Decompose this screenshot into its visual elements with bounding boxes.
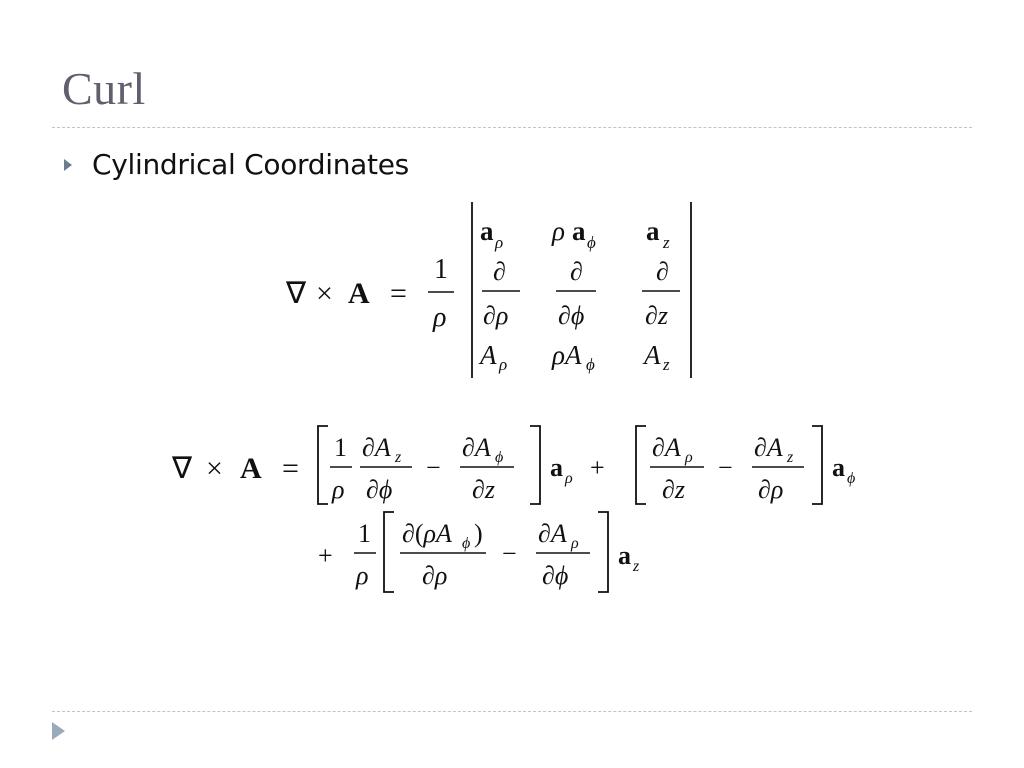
svg-text:ρ: ρ [332, 475, 345, 504]
svg-text:a: a [618, 541, 631, 570]
svg-text:ϕ: ϕ [462, 535, 471, 552]
triangle-right-icon [64, 159, 72, 171]
title-divider [52, 127, 972, 128]
svg-text:ρ: ρ [571, 535, 579, 552]
svg-text:ρA: ρA [552, 340, 582, 370]
svg-text:∇: ∇ [286, 277, 307, 310]
svg-text:): ) [474, 519, 483, 548]
slide-title: Curl [62, 63, 146, 114]
svg-text:a: a [646, 216, 660, 246]
next-slide-icon[interactable] [52, 722, 65, 740]
footer-divider [52, 711, 972, 712]
svg-text:a: a [480, 216, 494, 246]
svg-text:a: a [550, 453, 563, 482]
bullet-item [64, 148, 409, 181]
svg-text:∂A: ∂A [754, 433, 783, 462]
svg-text:+: + [318, 541, 333, 570]
svg-text:=: = [282, 452, 299, 485]
svg-text:z: z [787, 449, 794, 466]
svg-text:∇: ∇ [172, 452, 193, 485]
svg-text:ϕ: ϕ [847, 470, 856, 487]
svg-text:−: − [426, 453, 441, 482]
svg-text:×: × [316, 277, 333, 310]
svg-text:+: + [590, 453, 605, 482]
svg-text:∂A: ∂A [652, 433, 681, 462]
svg-text:1: 1 [358, 519, 371, 548]
svg-text:∂z: ∂z [645, 301, 668, 330]
svg-text:∂ϕ: ∂ϕ [558, 301, 585, 330]
svg-text:1: 1 [334, 433, 347, 462]
svg-text:ρ: ρ [499, 355, 508, 374]
svg-text:∂ρ: ∂ρ [758, 475, 784, 504]
svg-text:A: A [644, 340, 661, 370]
svg-text:a: a [832, 453, 845, 482]
svg-text:−: − [502, 539, 517, 568]
svg-text:ϕ: ϕ [587, 233, 596, 252]
svg-text:∂: ∂ [493, 257, 506, 286]
curl-determinant-formula [286, 196, 706, 386]
svg-text:×: × [206, 452, 223, 485]
svg-text:∂A: ∂A [362, 433, 391, 462]
curl-expanded-formula [172, 420, 872, 600]
svg-text:∂ϕ: ∂ϕ [542, 561, 569, 590]
svg-text:a: a [572, 216, 586, 246]
svg-text:A: A [480, 340, 497, 370]
svg-text:ρ: ρ [565, 470, 573, 487]
svg-text:−: − [718, 453, 733, 482]
svg-text:A: A [348, 277, 370, 310]
svg-text:∂z: ∂z [662, 475, 685, 504]
bullet-text: Cylindrical Coordinates [92, 148, 409, 181]
svg-text:z: z [663, 233, 670, 252]
svg-text:z: z [633, 558, 640, 575]
svg-text:z: z [663, 355, 670, 374]
svg-text:∂: ∂ [570, 257, 583, 286]
svg-text:=: = [390, 277, 407, 310]
svg-text:∂: ∂ [656, 257, 669, 286]
svg-text:ρ: ρ [685, 449, 693, 466]
svg-text:∂ρ: ∂ρ [483, 301, 509, 330]
svg-text:ϕ: ϕ [586, 355, 595, 374]
svg-text:∂ρ: ∂ρ [422, 561, 448, 590]
svg-text:ϕ: ϕ [495, 449, 504, 466]
svg-text:∂(ρA: ∂(ρA [402, 519, 452, 548]
svg-text:∂A: ∂A [538, 519, 567, 548]
svg-text:ρ: ρ [433, 302, 447, 333]
svg-text:ρ: ρ [356, 561, 369, 590]
svg-text:z: z [395, 449, 402, 466]
svg-text:A: A [240, 452, 262, 485]
svg-text:∂ϕ: ∂ϕ [366, 475, 393, 504]
svg-text:ρ: ρ [495, 233, 504, 252]
svg-text:∂A: ∂A [462, 433, 491, 462]
svg-text:∂z: ∂z [472, 475, 495, 504]
svg-text:ρ: ρ [552, 216, 565, 246]
svg-text:1: 1 [434, 254, 448, 285]
